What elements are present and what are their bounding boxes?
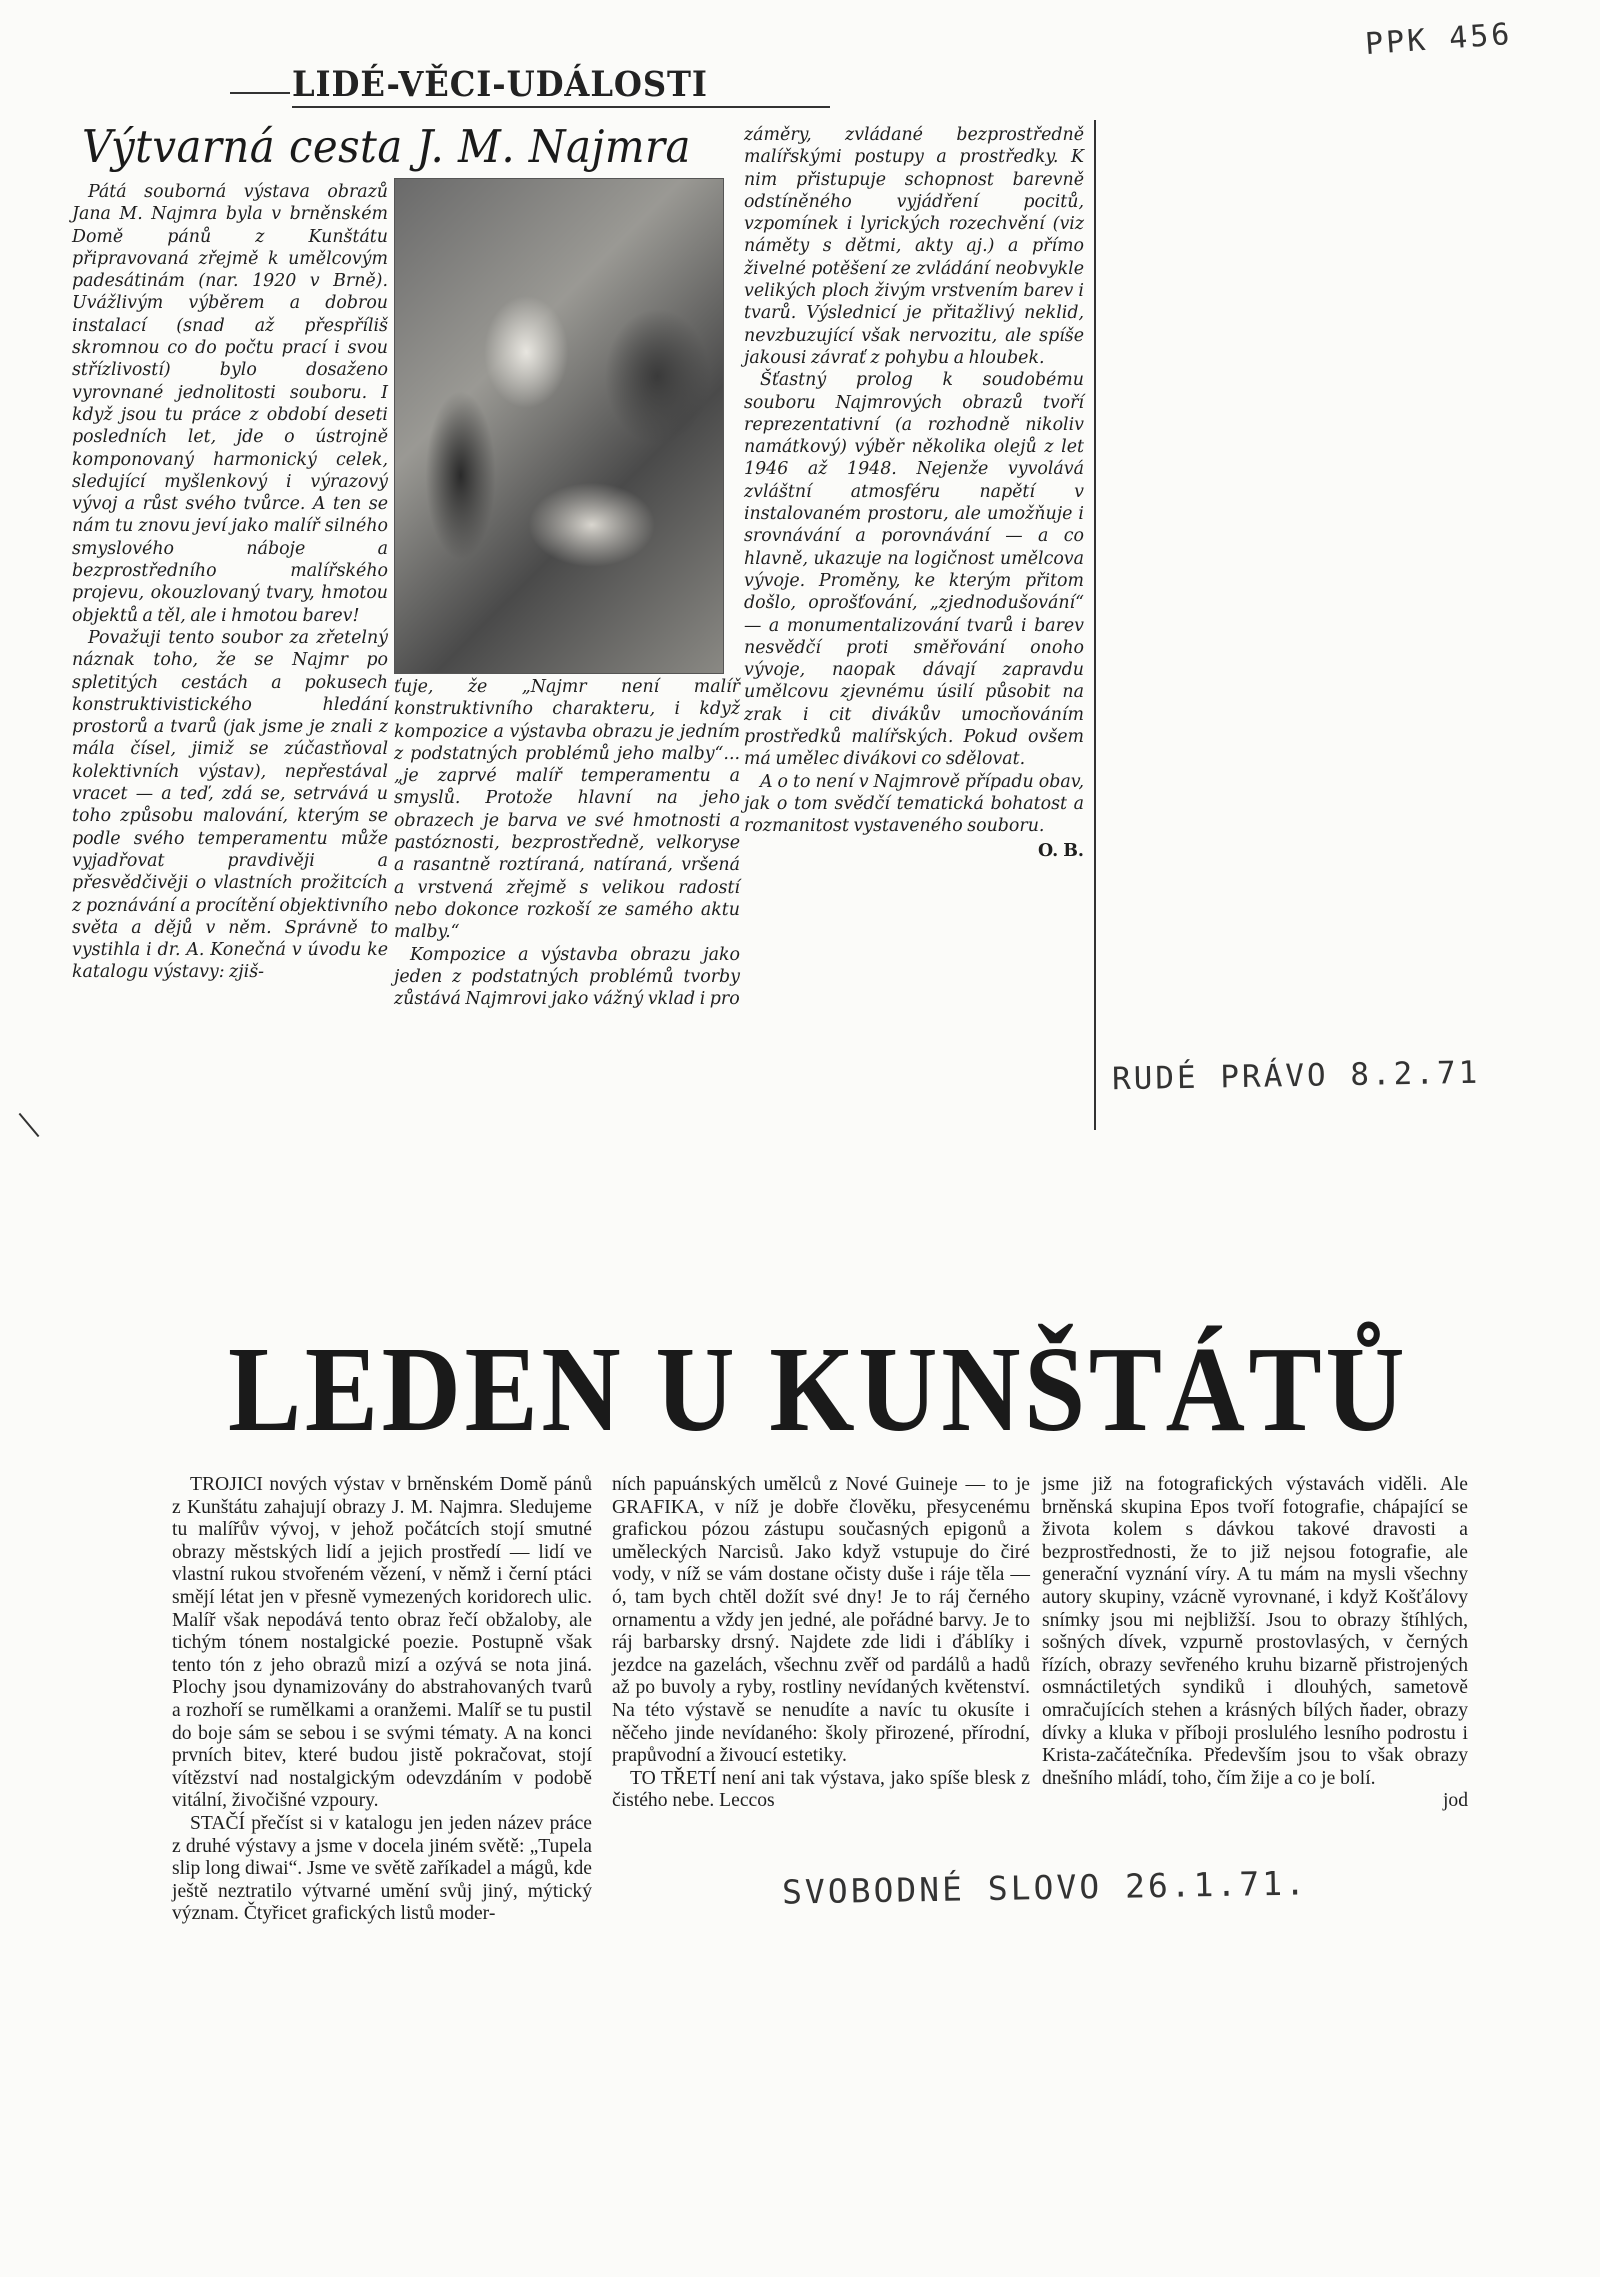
painting-photograph	[394, 178, 724, 674]
article2-col1-paragraph-2: STAČÍ přečíst si v katalogu jen jeden název práce z druhé výstavy a jsme v docela jiném světě: „Tupela slip long diwai“. Jsme ve světě zaříkadel a mágů, kde ještě neztratilo výtvarné umění svůj jiný, mýtický význam. Čtyřicet grafických listů moder-	[172, 1812, 592, 1925]
archive-number-annotation: PPK 456	[1363, 16, 1514, 63]
article2-col3-paragraph-1: jsme již na fotografických výstavách viděli. Ale brněnská skupina Epos tvoří fotografie, chápající se života kolem s dávkou takové dravosti a bezprostřednosti, že to již nejsou fotografie, ale generační vyznání víry. A tu mám na mysli všechny autory skupiny, vzácně vyrovnané, i když Košťálovy snímky jsou mi nejbližší. Jsou to obrazy štíhlých, sošných dívek, vzpurně prostovlasých, v černých řízích, obrazy sevřeného kruhu bizarně přistrojených osmnáctiletých syndiků i dlouhých, sametově omračujících stehen a krásných bílých ňader, obrazy dívky a kluka v příboji proslulého lesního podrostu i Krista-začátečníka. Především jsou to však obrazy dnešního mládí, toho, čím žije a co je bolí.	[1042, 1474, 1468, 1789]
article1-col3-paragraph-1: záměry, zvládané bezprostředně malířskými postupy a prostředky. K nim přistupuje schopnost barevně odstíněného vyjádření pocitů, vzpomínek i lyrických rozechvění (viz náměty s dětmi, akty aj.) a přímo živelné potěšení ze zvládání neobvykle velikých ploch živým vrstvením barev i tvarů. Výslednicí je přitažlivý neklid, nevzbuzující však nervozitu, ale spíše jakousi závrať z pohybu a hloubek.	[744, 125, 1084, 368]
article2-signature: jod	[1442, 1790, 1468, 1812]
article1-column-2	[394, 676, 740, 1010]
article2-title: LEDEN U KUNŠTÁTŮ	[228, 1322, 1409, 1457]
source-annotation-svobodne-slovo: SVOBODNÉ SLOVO 26.1.71.	[781, 1863, 1309, 1912]
article1-right-border	[1094, 120, 1096, 1130]
article1-col1-paragraph-1: Pátá souborná výstava obrazů Jana M. Najmra byla v brněnském Domě pánů z Kunštátu připravovaná zřejmě k umělcovým padesátinám (nar. 1920 v Brně). Uvážlivým výběrem a dobrou instalací (snad až přespříliš skromnou co do počtu prací i svou střízlivostí) bylo dosaženo vyrovnané jednolitosti souboru. I když jsou tu práce z období deseti posledních let, jde o ústrojně komponovaný harmonický celek, sledující myšlenkový i výrazový vývoj a růst svého tvůrce. A ten se nám tu znovu jeví jako malíř silného smyslového náboje a bezprostředního malířského projevu, okouzlovaný tvary, hmotou objektů a těl, ale i hmotou barev!	[72, 182, 388, 626]
article1-title: Výtvarná cesta J. M. Najmra	[82, 120, 691, 173]
article2-column-2	[612, 1474, 1030, 1813]
article1-signature: O. B.	[1038, 840, 1084, 861]
article2-col2-paragraph-2: TO TŘETÍ není ani tak výstava, jako spíše blesk z čistého nebe. Leccos	[612, 1767, 1030, 1812]
rubric-underline	[292, 106, 830, 108]
rubric-rule	[230, 92, 290, 94]
article1-col1-paragraph-2: Považuji tento soubor za zřetelný náznak toho, že se Najmr po spletitých cestách a pokusech konstruktivistického hledání prostorů a tvarů (jak jsme je znali z mála čísel, jimiž se zúčastňoval kolektivních výstav), nepřestával vracet — a teď, zdá se, setrvává u toho způsobu malování, kterým se podle svého temperamentu může vyjadřovat pravdivěji a přesvědčivěji o vlastních prožitcích z poznávání a procítění objektivního světa a dějů v něm. Správně to vystihla i dr. A. Konečná v úvodu ke katalogu výstavy: zjiš-	[72, 627, 388, 983]
article1-col2-paragraph-2: Kompozice a výstavba obrazu jako jeden z podstatných problémů tvorby zůstává Najmrovi jako vážný vklad i pro	[394, 944, 740, 1010]
source-annotation-rude-pravo: RUDÉ PRÁVO 8.2.71	[1111, 1054, 1481, 1098]
article2-column-3	[1042, 1474, 1468, 1813]
article2-col2-paragraph-1: ních papuánských umělců z Nové Guineje — to je GRAFIKA, v níž je dobře člověku, přesycenému grafickou pózou zástupu současných epigonů a uměleckých Narcisů. Jako když vstupuje do čiré vody, v níž se vám dostane očisty duše i ráje těla — ó, tam bych chtěl dožít své dny! Je to ráj černého ornamentu a vždy jen jedné, ale pořádné barvy. Je to ráj barbarsky drsný. Najdete zde lidi i ďáblíky i jezdce na gazelách, všechnu zvěř od pardálů a hadů až po buvoly a ryby, rostliny nevídaných květenství. Na této výstavě se nenudíte a navíc tu okusíte i něčeho jinde nevídaného: školy přirozené, přírodní, prapůvodní a živoucí estetiky.	[612, 1474, 1030, 1767]
rubric-heading: LIDÉ-VĚCI-UDÁLOSTI	[292, 64, 708, 105]
article2-col1-paragraph-1: TROJICI nových výstav v brněnském Domě pánů z Kunštátu zahajují obrazy J. M. Najmra. Sledujeme tu malířův vývoj, v jehož počátcích stojí smutné obrazy městských lidí a jejich prostředí — lidí ve vlastní rukou stvořeném vězení, v němž i černí ptáci smějí létat jen v přesně vymezených koridorech ulic. Malíř však nepodává tento obraz řečí obžaloby, ale tichým tónem nostalgické poezie. Postupně však tento tón z jeho obrazů mizí a ozývá se nota jiná. Plochy jsou dynamizovány do abstrahovaných tvarů a rozhoří se rumělkami a oranžemi. Malíř se tu pustil do boje sám se sebou i se svými tématy. A na konci prvních bitev, které budou jistě pokračovat, stojí vítězství nad nostalgickým odevzdáním v podobě vitální, živočišné vzpoury.	[172, 1474, 592, 1812]
article1-col2-paragraph-1: ťuje, že „Najmr není malíř konstruktivního charakteru, i když kompozice a výstavba obrazu je jedním z podstatných problémů jeho malby“... „je zaprvé malíř temperamentu a smyslů. Protože hlavní na jeho obrazech je barva ve své hmotnosti a pastóznosti, bezprostředně, velkoryse a rasantně roztíraná, natíraná, vršená a vrstvená zřejmě s velikou radostí nebo dokonce rozkoší ze samého aktu malby.“	[394, 677, 740, 943]
article1-left-mark	[19, 1113, 40, 1137]
article1-col3-paragraph-3: A o to není v Najmrově případu obav, jak o tom svědčí tematická bohatost a rozmanitost vystaveného souboru.	[744, 771, 1084, 837]
article1-column-3	[744, 124, 1084, 862]
article2-column-1	[172, 1474, 592, 1926]
article1-column-1	[72, 181, 388, 984]
article1-col3-paragraph-2: Šťastný prolog k soudobému souboru Najmrových obrazů tvoří reprezentativní (a rozhodně nikoliv namátkový) výběr několika olejů z let 1946 až 1948. Nejenže vyvolává zvláštní atmosféru napětí v instalovaném prostoru, ale umožňuje i srovnávání a porovnávání — a co hlavně, ukazuje na logičnost umělcova vývoje. Proměny, ke kterým přitom došlo, oprošťování, „zjednodušování“ — a monumentalizování tvarů i barev nesvědčí proti směřování onoho vývoje, naopak dávají zapravdu umělcovu zjevnému úsilí působit na zrak i cit divákův umocňováním prostředků malířských. Pokud ovšem má umělec divákovi co sdělovat.	[744, 370, 1084, 770]
